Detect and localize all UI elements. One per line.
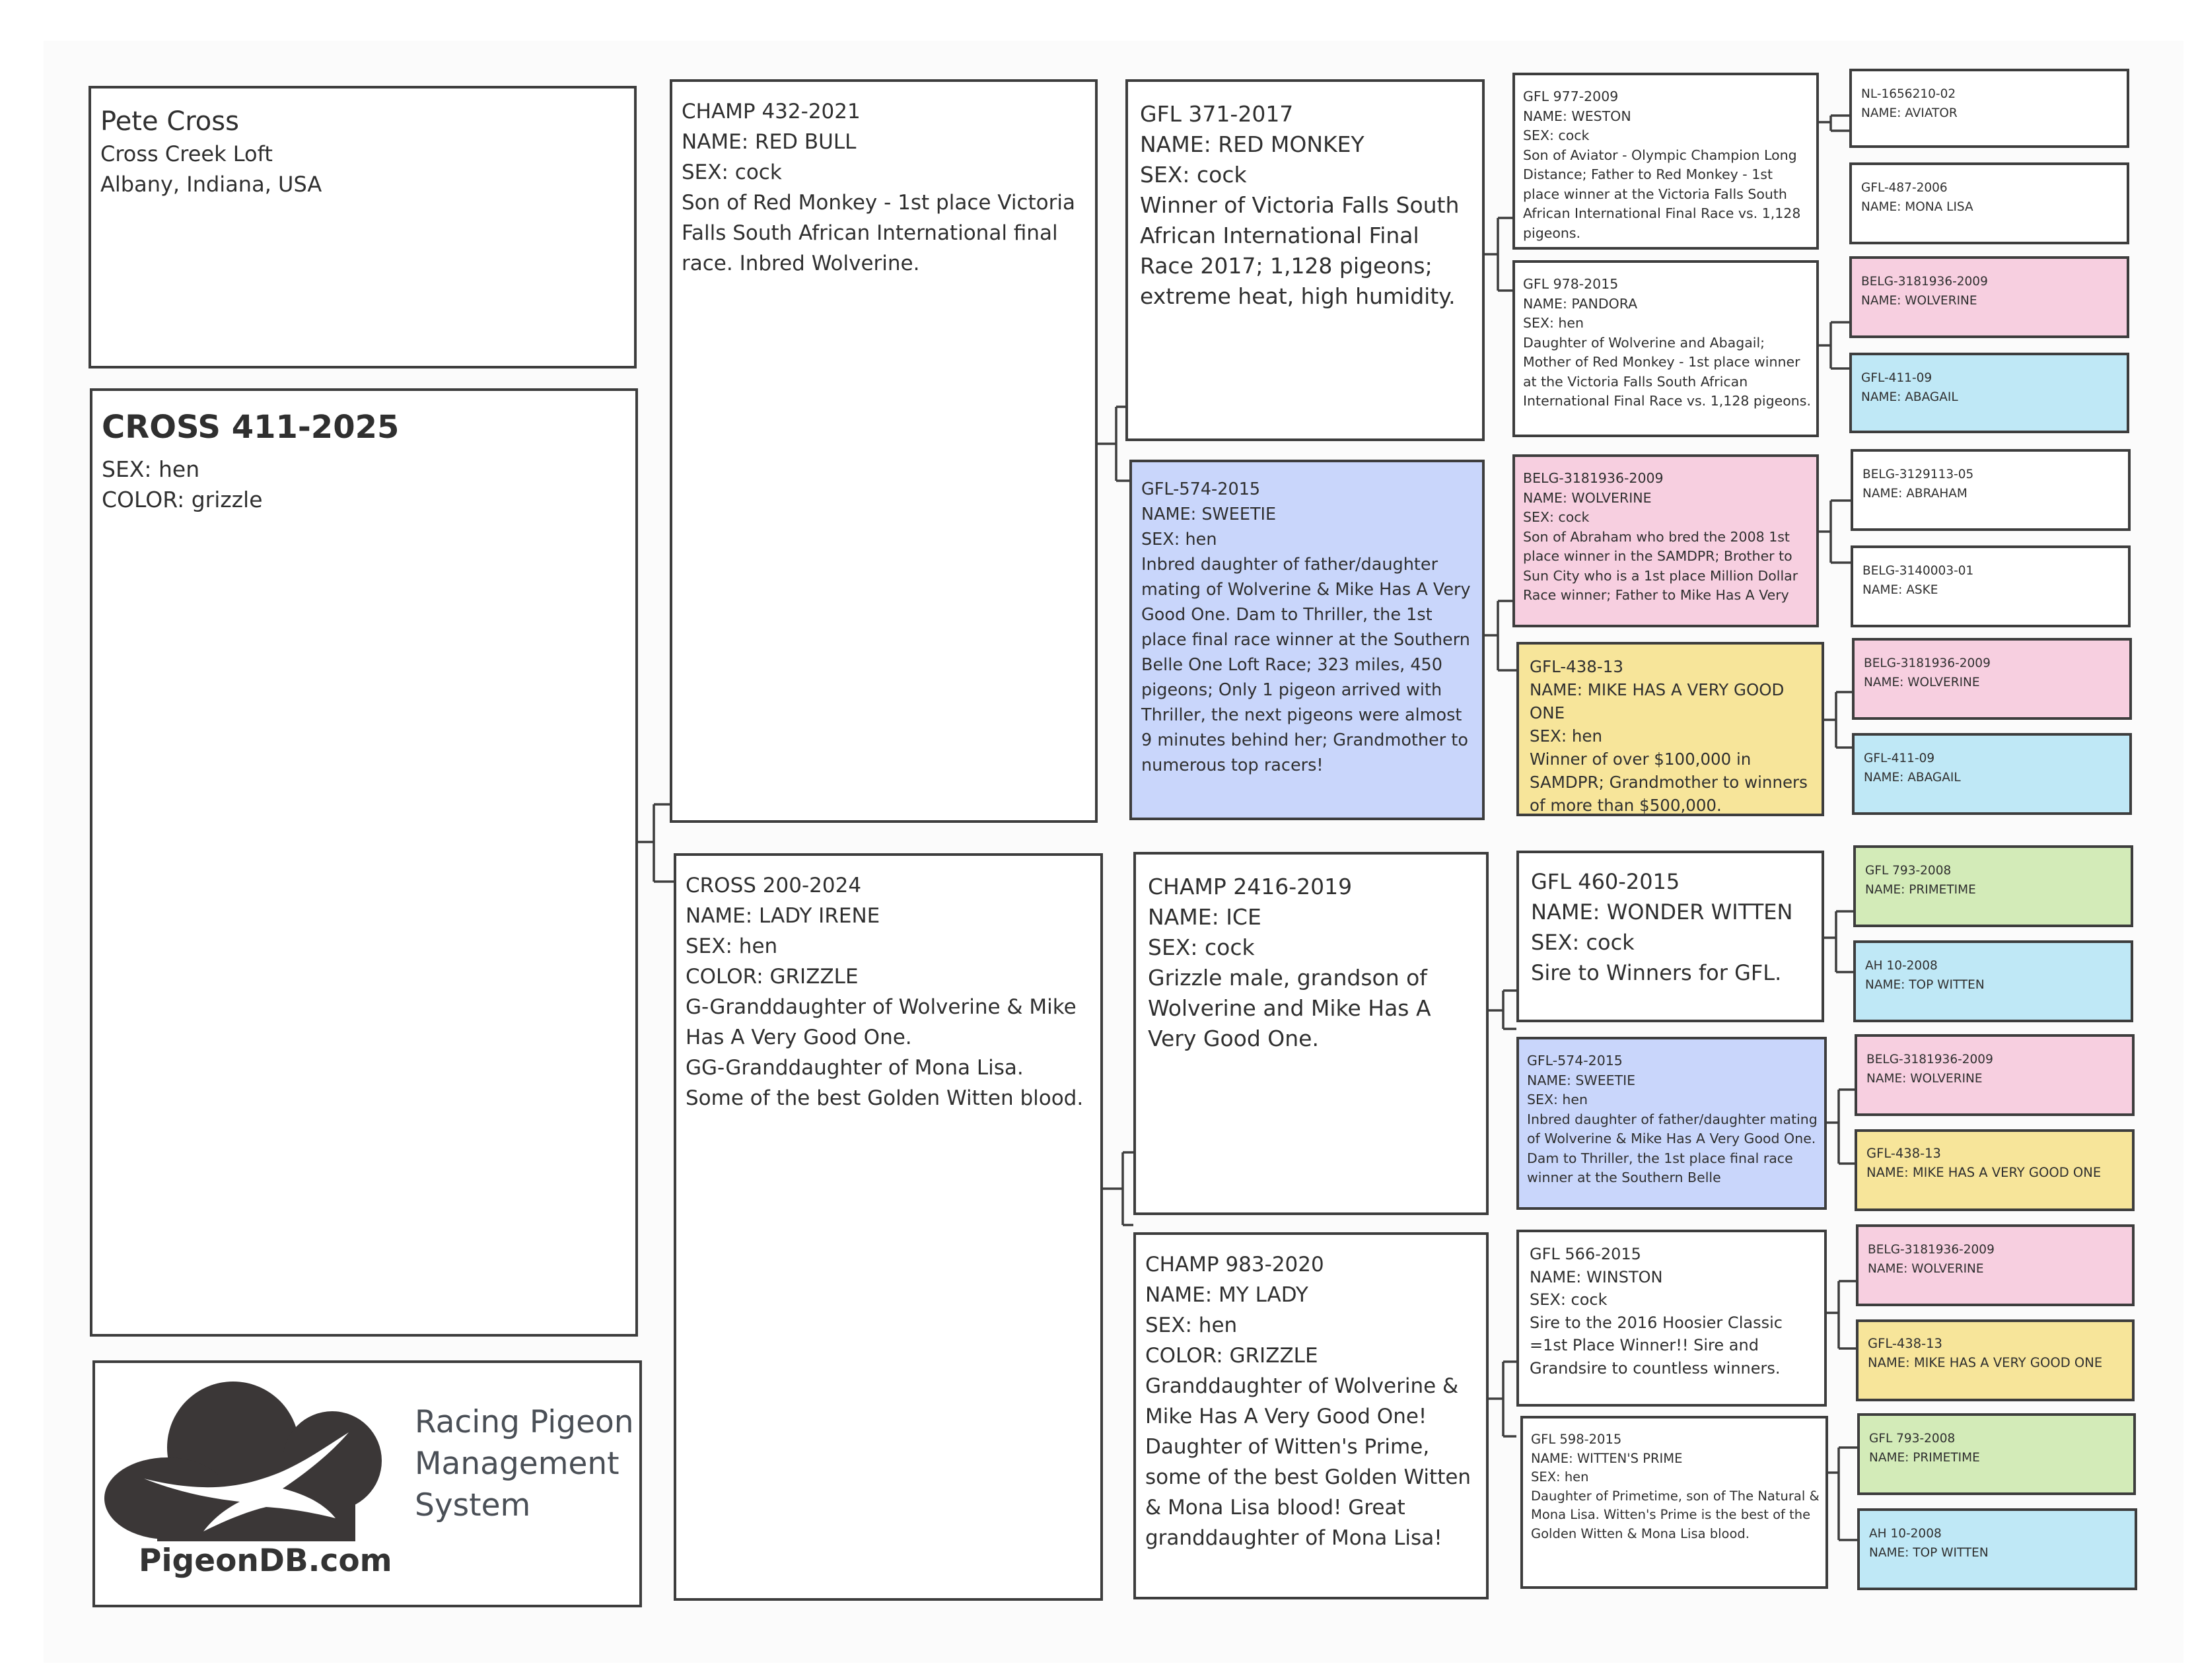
pigeon-logo-icon (104, 1376, 395, 1548)
gen4-box-2 (1512, 260, 1819, 437)
grandsire-maternal-box (1133, 852, 1489, 1215)
gen4-box-8 (1520, 1416, 1828, 1589)
dam-box (674, 853, 1103, 1601)
logo-title: Racing Pigeon Management System (415, 1404, 634, 1523)
grandsire-paternal-box (1125, 79, 1485, 441)
granddam-maternal-box (1133, 1232, 1489, 1599)
gen5-box-14 (1856, 1319, 2135, 1401)
gen5-box-11 (1855, 1034, 2135, 1116)
sire-text: CHAMP 432-2021 NAME: RED BULL SEX: cock Son of Red Monkey - 1st place Victoria Falls South African International final race. Inbred Wolverine. (682, 100, 1075, 275)
gen5-text-1: NL-1656210-02 NAME: AVIATOR (1861, 87, 1958, 120)
gen4-text-6: GFL-574-2015 NAME: SWEETIE SEX: hen Inbred daughter of father/daughter mating of Wolverine & Mike Has A Very Good One. Dam to Thriller, the 1st place final race winner at the Southern Belle (1527, 1053, 1818, 1185)
owner-location: Albany, Indiana, USA (100, 172, 322, 197)
gen4-box-7 (1516, 1230, 1827, 1407)
gen4-text-1: GFL 977-2009 NAME: WESTON SEX: cock Son of Aviator - Olympic Champion Long Distance; Father to Red Monkey - 1st place winner at the Victoria Falls South African International Final Race vs. 1,128 pigeons. (1523, 88, 1801, 241)
gen5-box-3 (1849, 256, 2129, 338)
gen5-text-11: BELG-3181936-2009 NAME: WOLVERINE (1866, 1053, 1993, 1086)
owner-loft: Cross Creek Loft (100, 141, 273, 166)
gen4-box-5 (1516, 851, 1824, 1022)
owner-box (89, 86, 637, 368)
gen5-box-15 (1857, 1413, 2136, 1495)
gen5-text-3: BELG-3181936-2009 NAME: WOLVERINE (1861, 275, 1988, 308)
gen4-text-2: GFL 978-2015 NAME: PANDORA SEX: hen Daughter of Wolverine and Abagail; Mother of Red Monkey - 1st place winner at the Victoria Falls South African International Final Race vs. 1,128 pigeons. (1523, 276, 1811, 409)
gen4-text-5: GFL 460-2015 NAME: WONDER WITTEN SEX: cock Sire to Winners for GFL. (1531, 869, 1793, 985)
granddam-paternal-box (1129, 460, 1485, 820)
gen5-text-16: AH 10-2008 NAME: TOP WITTEN (1869, 1527, 1989, 1560)
subject-id: CROSS 411-2025 (102, 409, 400, 446)
gen5-text-4: GFL-411-09 NAME: ABAGAIL (1861, 371, 1958, 404)
gen5-box-16 (1857, 1508, 2137, 1590)
gen5-box-8 (1852, 733, 2132, 815)
gen5-text-5: BELG-3129113-05 NAME: ABRAHAM (1862, 468, 1974, 501)
gen5-box-4 (1849, 353, 2129, 433)
gen5-box-2 (1849, 162, 2129, 244)
gen4-box-3 (1512, 454, 1819, 627)
gen4-text-7: GFL 566-2015 NAME: WINSTON SEX: cock Sire to the 2016 Hoosier Classic =1st Place Winner!! Sire and Grandsire to countless winners. (1530, 1245, 1783, 1378)
grandsire-maternal-text: CHAMP 2416-2019 NAME: ICE SEX: cock Grizzle male, grandson of Wolverine and Mike Has A Very Good One. (1148, 874, 1431, 1051)
gen4-box-4 (1516, 642, 1824, 816)
granddam-maternal-text: CHAMP 983-2020 NAME: MY LADY SEX: hen COLOR: GRIZZLE Granddaughter of Wolverine & Mike Has A Very Good One! Daughter of Witten's Prime, some of the best Golden Witten & Mona Lisa blood! Great granddaughter of Mona Lisa! (1145, 1253, 1471, 1550)
gen5-box-1 (1849, 69, 2129, 148)
logo-site: PigeonDB.com (139, 1543, 392, 1579)
granddam-paternal-text: GFL-574-2015 NAME: SWEETIE SEX: hen Inbred daughter of father/daughter mating of Wolverine & Mike Has A Very Good One. Dam to Thriller, the 1st place final race winner at the Southern Belle One Loft Race; 323 miles, 450 pigeons; Only 1 pigeon arrived with Thriller, the next pigeons were almost 9 minutes behind her; Grandmother to numerous top racers! (1141, 479, 1471, 775)
gen5-box-13 (1856, 1224, 2135, 1306)
gen5-text-12: GFL-438-13 NAME: MIKE HAS A VERY GOOD ONE (1866, 1146, 2102, 1180)
subject-sex: SEX: hen (102, 456, 200, 482)
gen5-box-9 (1853, 845, 2133, 927)
gen4-box-6 (1516, 1037, 1827, 1210)
subject-color: COLOR: grizzle (102, 487, 263, 512)
gen5-text-2: GFL-487-2006 NAME: MONA LISA (1861, 181, 1973, 214)
gen4-text-3: BELG-3181936-2009 NAME: WOLVERINE SEX: cock Son of Abraham who bred the 2008 1st place winner in the SAMDPR; Brother to Sun City who is a 1st place Million Dollar Race winner; Father to Mike Has A Very (1523, 470, 1798, 603)
gen5-box-5 (1851, 449, 2131, 531)
gen5-text-6: BELG-3140003-01 NAME: ASKE (1862, 564, 1974, 597)
gen4-text-4: GFL-438-13 NAME: MIKE HAS A VERY GOOD ONE SEX: hen Winner of over $100,000 in SAMDPR; Grandmother to winners of more than $500,000. (1530, 657, 1808, 815)
owner-name: Pete Cross (100, 106, 239, 137)
grandsire-paternal-text: GFL 371-2017 NAME: RED MONKEY SEX: cock Winner of Victoria Falls South African International Final Race 2017; 1,128 pigeons; extreme heat, high humidity. (1140, 101, 1460, 309)
gen4-text-8: GFL 598-2015 NAME: WITTEN'S PRIME SEX: hen Daughter of Primetime, son of The Natural & Mona Lisa. Witten's Prime is the best of the Golden Witten & Mona Lisa blood. (1531, 1432, 1820, 1541)
gen5-box-12 (1855, 1129, 2135, 1211)
gen5-box-10 (1853, 940, 2133, 1022)
dam-text: CROSS 200-2024 NAME: LADY IRENE SEX: hen COLOR: GRIZZLE G-Granddaughter of Wolverine & Mike Has A Very Good One. GG-Granddaughter of Mona Lisa. Some of the best Golden Witten blood. (686, 874, 1084, 1110)
gen5-text-9: GFL 793-2008 NAME: PRIMETIME (1865, 864, 1976, 897)
gen5-text-7: BELG-3181936-2009 NAME: WOLVERINE (1864, 656, 1991, 689)
sire-box (670, 79, 1098, 823)
gen5-box-6 (1851, 545, 2131, 627)
gen5-box-7 (1852, 638, 2132, 720)
subject-box (90, 388, 638, 1337)
gen5-text-8: GFL-411-09 NAME: ABAGAIL (1864, 752, 1961, 785)
gen4-box-1 (1512, 73, 1819, 250)
gen5-text-10: AH 10-2008 NAME: TOP WITTEN (1865, 959, 1985, 992)
gen5-text-13: BELG-3181936-2009 NAME: WOLVERINE (1868, 1243, 1995, 1276)
gen5-text-14: GFL-438-13 NAME: MIKE HAS A VERY GOOD ONE (1868, 1336, 2103, 1370)
logo-box (92, 1360, 642, 1607)
gen5-text-15: GFL 793-2008 NAME: PRIMETIME (1869, 1432, 1980, 1465)
